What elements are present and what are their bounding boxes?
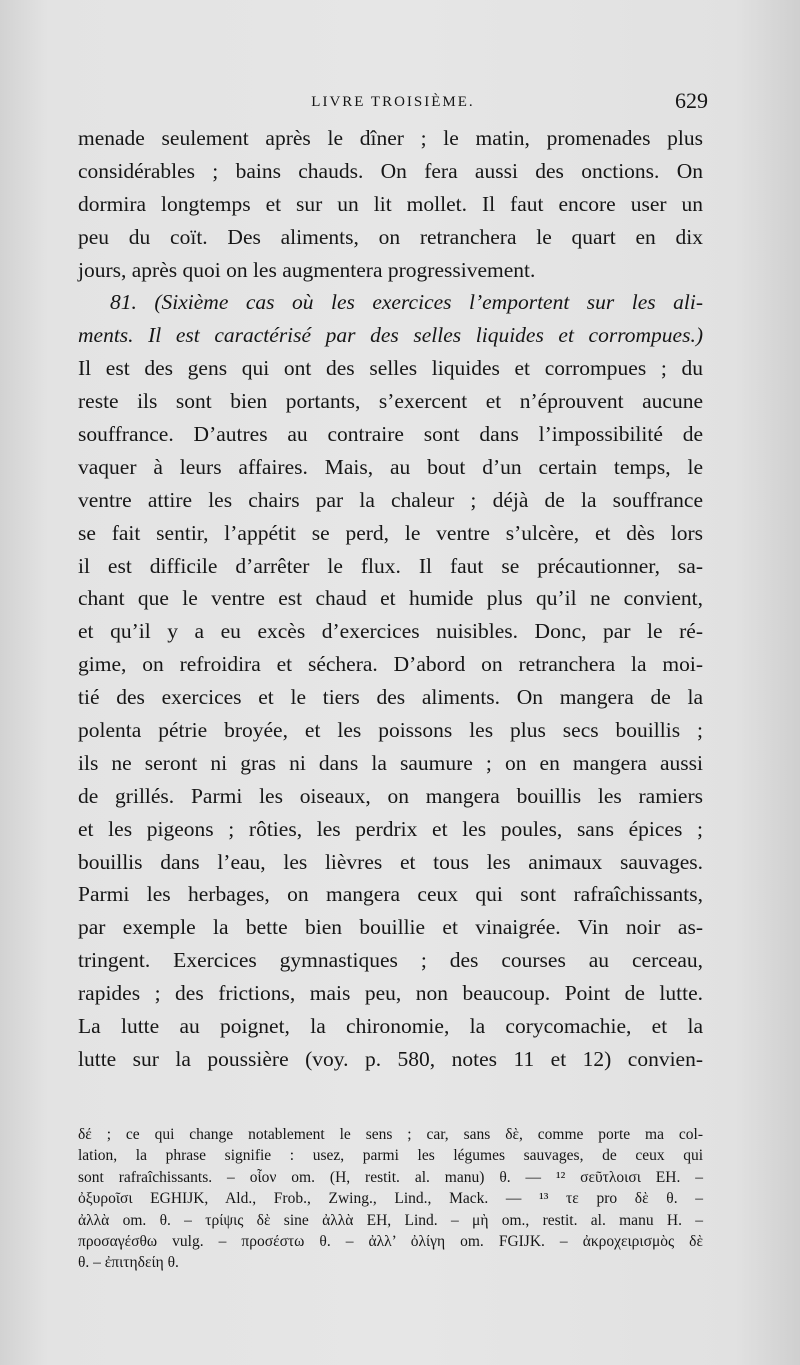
- running-title: LIVRE TROISIÈME.: [311, 94, 475, 110]
- text-line: bouillis dans l’eau, les lièvres et tous les animaux sauvages.: [78, 849, 703, 874]
- text-line: jours, après quoi on les augmentera progressivement.: [78, 257, 536, 282]
- text-line: peu du coït. Des aliments, on retranchera le quart en dix: [78, 224, 703, 249]
- footnote-line: sont rafraîchissants. – οἷον om. (H, restit. al. manu) θ. — ¹² σεῦτλοισι EH. –: [78, 1168, 703, 1186]
- text-line: chant que le ventre est chaud et humide plus qu’il ne convient,: [78, 586, 703, 611]
- text-line: ventre attire les chairs par la chaleur ; déjà de la souffrance: [78, 487, 703, 512]
- text-line: se fait sentir, l’appétit se perd, le ventre s’ulcère, et dès lors: [78, 520, 703, 545]
- section-heading-line: ments. Il est caractérisé par des selles liquides et corrompues.): [78, 323, 703, 348]
- section-heading-line: 81. (Sixième cas où les exercices l’emportent sur les ali-: [110, 290, 703, 315]
- text-line: lutte sur la poussière (voy. p. 580, notes 11 et 12) convien-: [78, 1046, 703, 1071]
- text-line: tié des exercices et le tiers des aliments. On mangera de la: [78, 685, 703, 710]
- text-line: Il est des gens qui ont des selles liquides et corrompues ; du: [78, 356, 703, 381]
- text-line: vaquer à leurs affaires. Mais, au bout d’un certain temps, le: [78, 454, 703, 479]
- text-line: menade seulement après le dîner ; le matin, promenades plus: [78, 126, 703, 150]
- text-line: considérables ; bains chauds. On fera aussi des onctions. On: [78, 158, 703, 183]
- text-line: La lutte au poignet, la chironomie, la corycomachie, et la: [78, 1014, 703, 1039]
- text-line: il est difficile d’arrêter le flux. Il faut se précautionner, sa-: [78, 553, 703, 578]
- text-line: rapides ; des frictions, mais peu, non beaucoup. Point de lutte.: [78, 981, 703, 1006]
- footnote-line: προσαγέσθω vulg. – προσέστω θ. – ἀλλ’ ὀλίγη om. FGIJK. – ἀκροχειρισμὸς δὲ: [78, 1232, 703, 1250]
- footnote-line: ὀξυροῖσι EGHIJK, Ald., Frob., Zwing., Lind., Mack. — ¹³ τε pro δὲ θ. –: [78, 1190, 703, 1208]
- text-line: ils ne seront ni gras ni dans la saumure ; on en mangera aussi: [78, 750, 703, 775]
- footnote-line: θ. – ἐπιτηδείη θ.: [78, 1254, 179, 1272]
- text-line: et qu’il y a eu excès d’exercices nuisibles. Donc, par le ré-: [78, 619, 703, 644]
- text-line: et les pigeons ; rôties, les perdrix et les poules, sans épices ;: [78, 816, 703, 841]
- text-line: de grillés. Parmi les oiseaux, on mangera bouillis les ramiers: [78, 783, 703, 808]
- text-line: souffrance. D’autres au contraire sont dans l’impossibilité de: [78, 422, 703, 447]
- text-line: reste ils sont bien portants, s’exercent et n’éprouvent aucune: [78, 389, 703, 414]
- text-line: dormira longtemps et sur un lit mollet. Il faut encore user un: [78, 191, 703, 216]
- page-number: 629: [675, 88, 708, 113]
- running-header: [78, 88, 708, 118]
- text-line: polenta pétrie broyée, et les poissons les plus secs bouillis ;: [78, 718, 703, 743]
- footnote-line: lation, la phrase signifie : usez, parmi les légumes sauvages, de ceux qui: [78, 1147, 703, 1165]
- text-line: Parmi les herbages, on mangera ceux qui sont rafraîchissants,: [78, 882, 703, 907]
- footnote-line: δέ ; ce qui change notablement le sens ; car, sans δὲ, comme porte ma col-: [78, 1126, 703, 1143]
- text-line: gime, on refroidira et séchera. D’abord on retranchera la moi-: [78, 652, 703, 677]
- main-text: [78, 122, 703, 1076]
- footnotes: [78, 1124, 703, 1274]
- text-line: par exemple la bette bien bouillie et vinaigrée. Vin noir as-: [78, 915, 703, 940]
- text-line: tringent. Exercices gymnastiques ; des courses au cerceau,: [78, 948, 703, 973]
- footnote-line: ἀλλὰ om. θ. – τρίψις δὲ sine ἀλλὰ EH, Lind. – μὴ om., restit. al. manu H. –: [78, 1211, 703, 1229]
